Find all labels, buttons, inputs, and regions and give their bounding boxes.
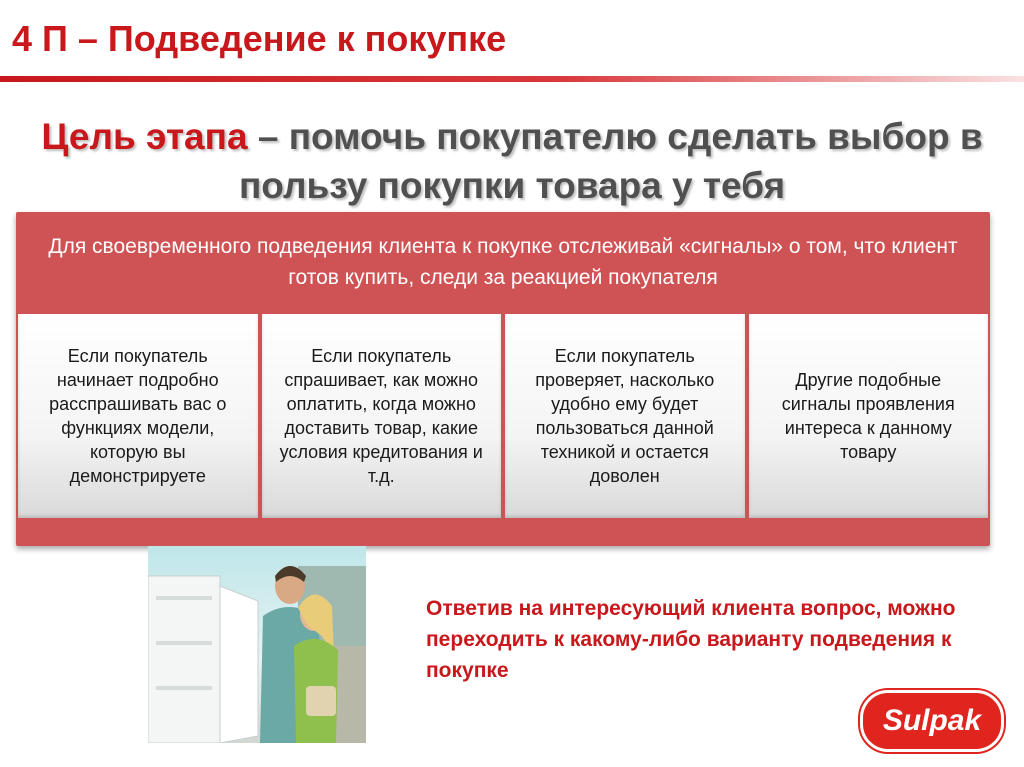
- customers-photo: [148, 546, 366, 743]
- signal-card-4: Другие подобные сигналы проявления интереса к данному товару: [749, 314, 989, 518]
- goal-statement: [30, 112, 994, 210]
- slide-title: 4 П – Подведение к покупке: [12, 18, 507, 59]
- goal-accent: Цель этапа: [41, 116, 248, 157]
- signal-card-1: Если покупатель начинает подробно расспрашивать вас о функциях модели, которую вы демонстрируете: [18, 314, 258, 518]
- signal-card-3: Если покупатель проверяет, насколько удобно ему будет пользоваться данной техникой и остается доволен: [505, 314, 745, 518]
- title-divider: [0, 76, 1024, 82]
- sulpak-logo: Sulpak: [860, 690, 1004, 752]
- goal-text: – помочь покупателю сделать выбор в пользу покупки товара у тебя: [238, 116, 983, 206]
- panel-header: Для своевременного подведения клиента к покупке отслеживай «сигналы» о том, что клиент готов купить, следи за реакцией покупателя: [48, 235, 958, 289]
- signal-cards: [16, 312, 990, 520]
- signals-panel: [16, 212, 990, 546]
- callout-text: Ответив на интересующий клиента вопрос, можно переходить к какому-либо варианту подведения к покупке: [426, 597, 956, 682]
- signal-card-2: Если покупатель спрашивает, как можно оплатить, когда можно доставить товар, какие условия кредитования и т.д.: [262, 314, 502, 518]
